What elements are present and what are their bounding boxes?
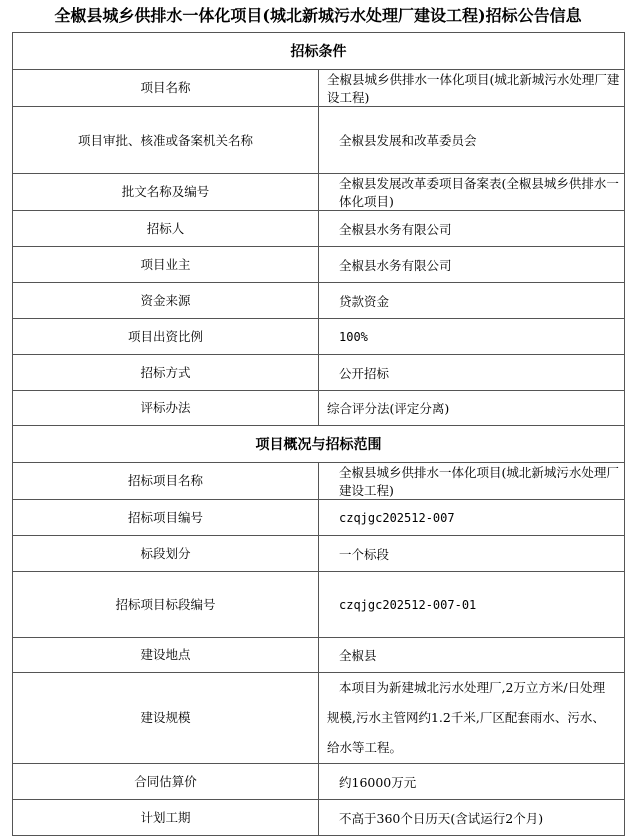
- row-value-lot-division: 一个标段: [319, 536, 625, 572]
- row-label-evaluation-method: 评标办法: [13, 391, 319, 426]
- row-value-project-name: 全椒县城乡供排水一体化项目(城北新城污水处理厂建设工程): [319, 70, 625, 107]
- row-label-tender-project-code: 招标项目编号: [13, 500, 319, 536]
- row-label-scale: 建设规模: [13, 673, 319, 764]
- row-value-planned-duration: 不高于360个日历天(含试运行2个月): [319, 800, 625, 836]
- table-row: [13, 391, 625, 426]
- row-label-project-name: 项目名称: [13, 70, 319, 107]
- table-row: [13, 572, 625, 638]
- row-label-tender-project-name: 招标项目名称: [13, 463, 319, 500]
- row-value-tender-project-code: czqjgc202512-007: [319, 500, 625, 536]
- section-header-project-overview: 项目概况与招标范围: [13, 426, 625, 463]
- table-row: [13, 319, 625, 355]
- row-label-approval-authority: [13, 107, 319, 174]
- section-header-row: [13, 33, 625, 70]
- row-label-tenderer: 招标人: [13, 211, 319, 247]
- table-row: [13, 211, 625, 247]
- row-label-lot-code: [13, 572, 319, 638]
- section-header-tender-conditions: 招标条件: [13, 33, 625, 70]
- row-label-planned-duration: 计划工期: [13, 800, 319, 836]
- row-label-contract-estimate: 合同估算价: [13, 764, 319, 800]
- row-value-approval-doc: 全椒县发展改革委项目备案表(全椒县城乡供排水一体化项目): [319, 174, 625, 211]
- row-label-funding-source: 资金来源: [13, 283, 319, 319]
- row-value-tenderer: 全椒县水务有限公司: [319, 211, 625, 247]
- row-label-site: 建设地点: [13, 638, 319, 673]
- row-value-scale: 本项目为新建城北污水处理厂,2万立方米/日处理规模,污水主管网约1.2千米,厂区配套雨水、污水、给水等工程。: [319, 673, 625, 764]
- row-label-lot-code-text: 招标项目标段编号: [115, 597, 216, 612]
- row-value-funding-ratio: 100%: [319, 319, 625, 355]
- row-value-site: 全椒县: [319, 638, 625, 673]
- table-row: [13, 107, 625, 174]
- table-row: [13, 673, 625, 764]
- table-row: [13, 638, 625, 673]
- row-value-funding-source: 贷款资金: [319, 283, 625, 319]
- table-row: [13, 463, 625, 500]
- table-row: [13, 764, 625, 800]
- row-value-contract-estimate: 约16000万元: [319, 764, 625, 800]
- page-title: 全椒县城乡供排水一体化项目(城北新城污水处理厂建设工程)招标公告信息: [54, 6, 582, 25]
- row-label-project-owner: 项目业主: [13, 247, 319, 283]
- row-label-approval-doc: 批文名称及编号: [13, 174, 319, 211]
- table-row: [13, 70, 625, 107]
- table-row: [13, 355, 625, 391]
- table-row: [13, 500, 625, 536]
- table-row: [13, 247, 625, 283]
- table-row: [13, 174, 625, 211]
- section-header-row: [13, 426, 625, 463]
- table-row: [13, 800, 625, 836]
- row-label-funding-ratio: 项目出资比例: [13, 319, 319, 355]
- table-row: [13, 536, 625, 572]
- table-row: [13, 283, 625, 319]
- row-value-project-owner: 全椒县水务有限公司: [319, 247, 625, 283]
- row-value-approval-authority: 全椒县发展和改革委员会: [319, 107, 625, 174]
- row-label-tender-method: 招标方式: [13, 355, 319, 391]
- row-label-lot-division: 标段划分: [13, 536, 319, 572]
- row-value-tender-project-name: 全椒县城乡供排水一体化项目(城北新城污水处理厂建设工程): [319, 463, 625, 500]
- row-label-approval-authority-text: 项目审批、核准或备案机关名称: [77, 132, 253, 148]
- row-value-evaluation-method: 综合评分法(评定分离): [319, 391, 625, 426]
- row-value-lot-code: czqjgc202512-007-01: [319, 572, 625, 638]
- tender-info-table: [12, 32, 625, 836]
- row-value-tender-method: 公开招标: [319, 355, 625, 391]
